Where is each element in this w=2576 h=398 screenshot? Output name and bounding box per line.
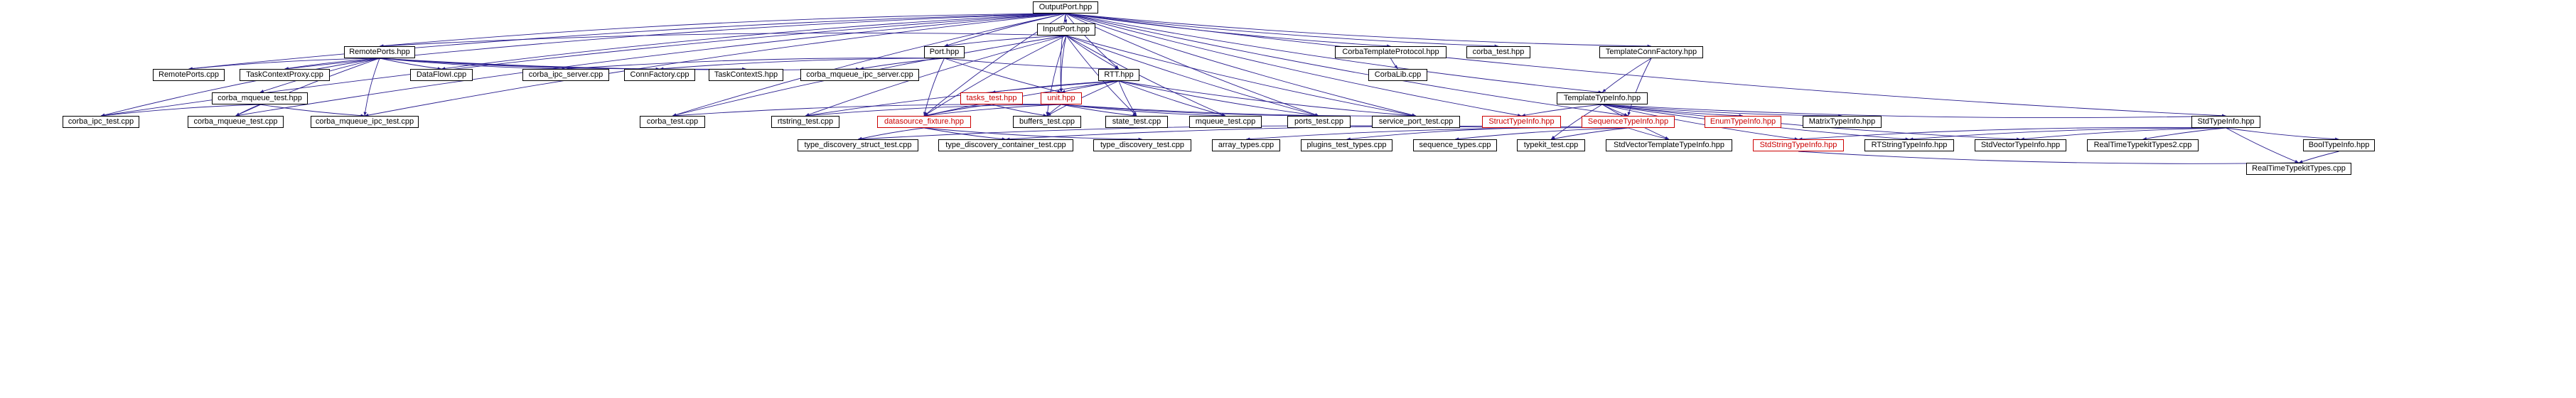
- graph-node-label: StructTypeInfo.hpp: [1488, 117, 1555, 126]
- graph-node-label: CorbaLib.cpp: [1374, 70, 1422, 79]
- graph-node[interactable]: [1033, 1, 1098, 14]
- graph-edge: [860, 58, 945, 69]
- graph-node-label: array_types.cpp: [1218, 141, 1274, 149]
- graph-node-label: tasks_test.hpp: [966, 94, 1017, 102]
- graph-edge: [189, 14, 1066, 69]
- graph-edge: [380, 58, 746, 69]
- graph-node-label: ConnFactory.cpp: [630, 70, 689, 79]
- graph-node-label: TemplateConnFactory.hpp: [1605, 48, 1697, 56]
- graph-node[interactable]: [1517, 139, 1585, 151]
- graph-node[interactable]: [1093, 139, 1191, 151]
- graph-edge: [1066, 36, 1119, 69]
- graph-node-label: buffers_test.cpp: [1019, 117, 1075, 126]
- graph-node-label: RemotePorts.cpp: [159, 70, 219, 79]
- graph-edge: [1119, 81, 1225, 116]
- graph-node-label: StdVectorTypeInfo.hpp: [1980, 141, 2061, 149]
- graph-edge: [2226, 128, 2339, 139]
- graph-node-label: corba_test.cpp: [646, 117, 699, 126]
- graph-node-label: InputPort.hpp: [1042, 25, 1090, 33]
- graph-edge: [1455, 128, 1628, 139]
- graph-node[interactable]: [1287, 116, 1351, 128]
- graph-node[interactable]: [1013, 116, 1081, 128]
- graph-edge: [945, 58, 1120, 69]
- graph-node[interactable]: [1753, 139, 1844, 151]
- graph-node[interactable]: [2191, 116, 2260, 128]
- graph-node[interactable]: [1606, 139, 1732, 151]
- graph-node[interactable]: [2246, 163, 2351, 175]
- graph-edge: [1061, 104, 1137, 116]
- graph-node-label: state_test.cpp: [1112, 117, 1161, 126]
- graph-node-label: datasource_fixture.hpp: [884, 117, 964, 126]
- graph-node-label: corba_mqueue_test.hpp: [218, 94, 302, 102]
- graph-node-label: unit.hpp: [1047, 94, 1075, 102]
- graph-node[interactable]: [1413, 139, 1497, 151]
- graph-edge: [1066, 36, 1225, 116]
- graph-node[interactable]: [1212, 139, 1280, 151]
- graph-edge: [992, 104, 1047, 116]
- graph-node-label: BoolTypeInfo.hpp: [2308, 141, 2370, 149]
- graph-node-label: plugins_test_types.cpp: [1306, 141, 1387, 149]
- graph-node-label: service_port_test.cpp: [1378, 117, 1454, 126]
- graph-node-label: sequence_types.cpp: [1419, 141, 1491, 149]
- graph-edge: [260, 104, 365, 116]
- graph-edge: [1798, 151, 2299, 163]
- graph-node[interactable]: [1864, 139, 1954, 151]
- graph-node[interactable]: [1466, 46, 1530, 58]
- graph-node-label: StdVectorTemplateTypeInfo.hpp: [1614, 141, 1724, 149]
- graph-node-label: OutputPort.hpp: [1039, 3, 1093, 11]
- graph-node[interactable]: [624, 69, 695, 81]
- graph-edge: [1066, 14, 1319, 116]
- graph-node[interactable]: [1803, 116, 1882, 128]
- graph-node[interactable]: [800, 69, 919, 81]
- graph-node-label: RTStringTypeInfo.hpp: [1871, 141, 1948, 149]
- graph-node-label: TemplateTypeInfo.hpp: [1563, 94, 1641, 102]
- graph-node-label: RTT.hpp: [1104, 70, 1134, 79]
- graph-node-label: corba_test.hpp: [1472, 48, 1525, 56]
- graph-node[interactable]: [1037, 23, 1095, 36]
- graph-node-label: type_discovery_container_test.cpp: [945, 141, 1066, 149]
- graph-node-label: SequenceTypeInfo.hpp: [1587, 117, 1669, 126]
- graph-node-label: DataFlowI.cpp: [416, 70, 467, 79]
- graph-node-label: rtstring_test.cpp: [777, 117, 834, 126]
- graph-node[interactable]: [410, 69, 473, 81]
- graph-edge: [1551, 128, 1628, 139]
- graph-node-label: typekit_test.cpp: [1523, 141, 1579, 149]
- graph-node-label: ports_test.cpp: [1294, 117, 1344, 126]
- graph-node[interactable]: [188, 116, 284, 128]
- graph-node[interactable]: [1482, 116, 1561, 128]
- graph-node-label: TaskContextProxy.cpp: [246, 70, 323, 79]
- graph-node[interactable]: [1582, 116, 1675, 128]
- graph-node[interactable]: [1975, 139, 2066, 151]
- graph-node[interactable]: [709, 69, 783, 81]
- graph-node-label: corba_ipc_server.cpp: [528, 70, 603, 79]
- graph-edge: [1246, 128, 1628, 139]
- graph-node[interactable]: [311, 116, 419, 128]
- graph-node[interactable]: [640, 116, 705, 128]
- graph-edge: [365, 58, 380, 116]
- graph-edge: [672, 104, 1061, 116]
- graph-node-label: type_discovery_struct_test.cpp: [804, 141, 912, 149]
- graph-node-label: corba_mqueue_ipc_server.cpp: [806, 70, 913, 79]
- graph-edge: [189, 58, 380, 69]
- graph-node[interactable]: [2087, 139, 2199, 151]
- graph-edge: [2226, 128, 2299, 163]
- graph-node-label: StdStringTypeInfo.hpp: [1759, 141, 1837, 149]
- graph-edge: [924, 104, 992, 116]
- graph-edge: [101, 58, 380, 116]
- graph-node-label: corba_mqueue_test.cpp: [193, 117, 278, 126]
- graph-node-label: StdTypeInfo.hpp: [2197, 117, 2255, 126]
- graph-node-label: corba_ipc_test.cpp: [68, 117, 134, 126]
- graph-edge: [380, 33, 1066, 46]
- graph-node[interactable]: [1368, 69, 1427, 81]
- graph-node-label: corba_mqueue_ipc_test.cpp: [315, 117, 414, 126]
- graph-node-label: RealTimeTypekitTypes.cpp: [2252, 164, 2346, 173]
- graph-node[interactable]: [1301, 139, 1392, 151]
- graph-node-label: Port.hpp: [929, 48, 960, 56]
- graph-node[interactable]: [1335, 46, 1447, 58]
- graph-edge: [1047, 104, 1061, 116]
- graph-node[interactable]: [798, 139, 918, 151]
- graph-node[interactable]: [153, 69, 225, 81]
- graph-edge: [2299, 151, 2339, 163]
- graph-node[interactable]: [2303, 139, 2375, 151]
- graph-node-label: RemotePorts.hpp: [349, 48, 410, 56]
- graph-edge: [2021, 128, 2226, 139]
- graph-node[interactable]: [877, 116, 971, 128]
- graph-node[interactable]: [212, 92, 308, 104]
- graph-edge: [1602, 58, 1651, 92]
- graph-node[interactable]: [344, 46, 415, 58]
- graph-node-label: mqueue_test.cpp: [1195, 117, 1256, 126]
- graph-edge: [660, 58, 945, 69]
- graph-node[interactable]: [1557, 92, 1648, 104]
- graph-node[interactable]: [63, 116, 139, 128]
- graph-edge: [924, 104, 1061, 116]
- graph-node[interactable]: [1705, 116, 1781, 128]
- graph-node[interactable]: [1599, 46, 1703, 58]
- graph-node[interactable]: [1105, 116, 1168, 128]
- graph-edge: [2143, 128, 2226, 139]
- graph-node-label: MatrixTypeInfo.hpp: [1808, 117, 1876, 126]
- graph-node[interactable]: [771, 116, 839, 128]
- graph-edge: [1066, 14, 1416, 116]
- graph-node[interactable]: [960, 92, 1023, 104]
- graph-node[interactable]: [522, 69, 609, 81]
- graph-node[interactable]: [1041, 92, 1082, 104]
- graph-node-label: EnumTypeInfo.hpp: [1710, 117, 1776, 126]
- graph-node[interactable]: [1189, 116, 1262, 128]
- graph-node[interactable]: [938, 139, 1073, 151]
- graph-node-label: type_discovery_test.cpp: [1100, 141, 1184, 149]
- graph-node[interactable]: [1098, 69, 1139, 81]
- graph-node-label: TaskContextS.hpp: [714, 70, 778, 79]
- graph-node-label: RealTimeTypekitTypes2.cpp: [2093, 141, 2192, 149]
- graph-node[interactable]: [240, 69, 330, 81]
- graph-node[interactable]: [1372, 116, 1460, 128]
- graph-edge: [1798, 127, 2226, 139]
- graph-node-label: CorbaTemplateProtocol.hpp: [1342, 48, 1439, 56]
- graph-node[interactable]: [924, 46, 965, 58]
- graph-edge: [1066, 14, 1498, 46]
